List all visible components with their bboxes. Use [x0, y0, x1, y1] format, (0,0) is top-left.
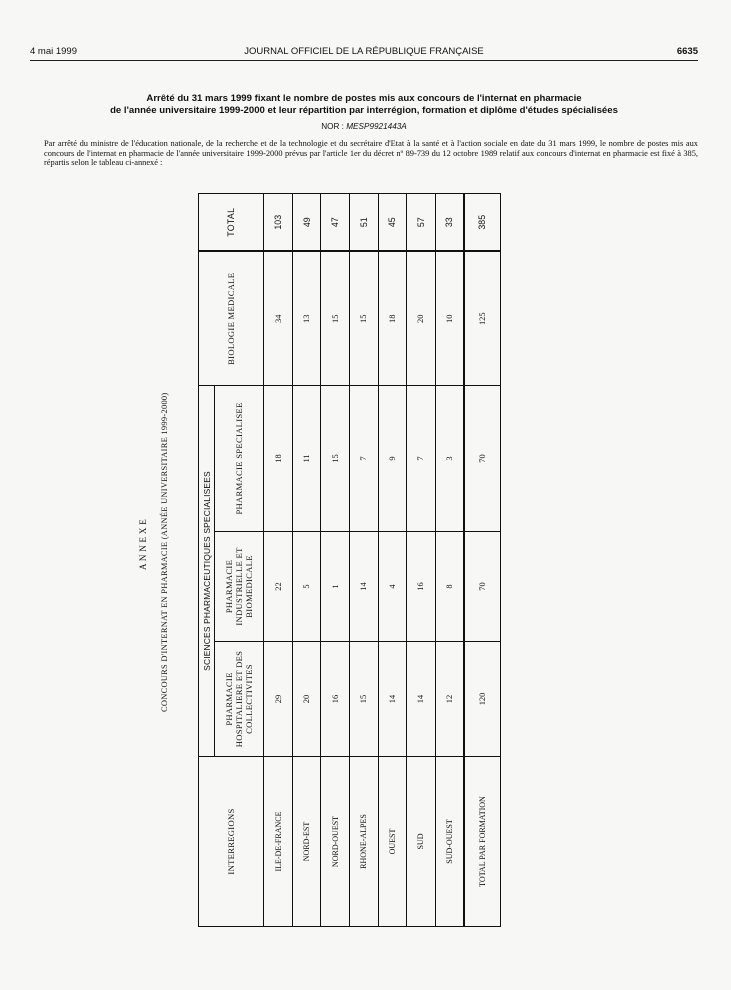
header-date: 4 mai 1999	[30, 46, 78, 57]
cell-total: 103	[264, 194, 293, 252]
table-row	[407, 194, 436, 927]
cell-biologie: 15	[321, 252, 350, 386]
table-body	[264, 194, 501, 927]
annexe-title: A N N E X E	[138, 518, 148, 570]
cell-industrielle: 1	[321, 532, 350, 642]
total-cell-hospitaliere: 120	[464, 642, 501, 757]
nor-reference	[30, 122, 698, 131]
cell-region: SUD	[407, 757, 436, 927]
cell-region: NORD-OUEST	[321, 757, 350, 927]
cell-hospitaliere: 15	[349, 642, 378, 757]
total-cell-total: 385	[464, 194, 501, 252]
cell-total: 57	[407, 194, 436, 252]
cell-specialisee: 18	[264, 386, 293, 532]
cell-industrielle: 5	[292, 532, 321, 642]
total-cell-industrielle: 70	[464, 532, 501, 642]
header-page-number: 6635	[676, 46, 698, 57]
col-header-interregions: INTERREGIONS	[199, 757, 264, 927]
col-header-specialisee: PHARMACIE SPECIALISEE	[215, 386, 264, 532]
col-group-header: SCIENCES PHARMACEUTIQUES SPECIALISEES	[199, 386, 215, 757]
cell-total: 47	[321, 194, 350, 252]
cell-specialisee: 15	[321, 386, 350, 532]
cell-biologie: 13	[292, 252, 321, 386]
annexe-subtitle: CONCOURS D'INTERNAT EN PHARMACIE (ANNÉE UNIVERSITAIRE 1999-2000)	[160, 392, 169, 712]
cell-hospitaliere: 14	[407, 642, 436, 757]
table-total-row	[464, 194, 501, 927]
decree-title	[30, 93, 698, 116]
cell-specialisee: 11	[292, 386, 321, 532]
cell-hospitaliere: 14	[378, 642, 407, 757]
cell-hospitaliere: 16	[321, 642, 350, 757]
cell-region: RHONE-ALPES	[349, 757, 378, 927]
col-header-industrielle: PHARMACIE INDUSTRIELLE ET BIOMEDICALE	[215, 532, 264, 642]
page-header	[30, 46, 698, 61]
cell-total: 33	[435, 194, 464, 252]
table-row	[264, 194, 293, 927]
cell-industrielle: 16	[407, 532, 436, 642]
cell-biologie: 18	[378, 252, 407, 386]
cell-specialisee: 3	[435, 386, 464, 532]
cell-hospitaliere: 29	[264, 642, 293, 757]
total-cell-region: TOTAL PAR FORMATION	[464, 757, 501, 927]
cell-region: SUD-OUEST	[435, 757, 464, 927]
cell-biologie: 20	[407, 252, 436, 386]
cell-total: 45	[378, 194, 407, 252]
cell-region: ILE-DE-FRANCE	[264, 757, 293, 927]
decree-body: Par arrêté du ministre de l'éducation nationale, de la recherche et de la technologie et du secrétaire d'Etat à la santé et à l'action sociale en date du 31 mars 1999, le nombre de postes mis aux concours de l'internat en pharmacie de l'année universitaire 1999-2000 prévus par l'article 1er du décret nº 89-739 du 12 octobre 1989 relatif aux concours d'internat en pharmacie est fixé à 385, répartis selon le tableau ci-annexé :	[44, 139, 698, 168]
cell-industrielle: 4	[378, 532, 407, 642]
annex-table-wrapper	[198, 194, 501, 927]
table-row	[435, 194, 464, 927]
cell-specialisee: 7	[349, 386, 378, 532]
decree-title-line-2: de l'année universitaire 1999-2000 et leur répartition par interrégion, formation et diplôme d'études spécialisées	[110, 104, 618, 116]
total-cell-specialisee: 70	[464, 386, 501, 532]
annex-table	[198, 193, 501, 927]
col-header-biologie: BIOLOGIE MEDICALE	[199, 252, 264, 386]
cell-industrielle: 22	[264, 532, 293, 642]
col-header-hospitaliere: PHARMACIE HOSPITALIERE ET DES COLLECTIVITES	[215, 642, 264, 757]
decree-title-line-1: Arrêté du 31 mars 1999 fixant le nombre de postes mis aux concours de l'internat en pharmacie	[146, 93, 582, 104]
cell-specialisee: 7	[407, 386, 436, 532]
table-row	[321, 194, 350, 927]
cell-biologie: 15	[349, 252, 378, 386]
cell-specialisee: 9	[378, 386, 407, 532]
cell-biologie: 10	[435, 252, 464, 386]
nor-label: NOR :	[321, 122, 344, 131]
cell-total: 49	[292, 194, 321, 252]
total-cell-biologie: 125	[464, 252, 501, 386]
cell-hospitaliere: 20	[292, 642, 321, 757]
cell-hospitaliere: 12	[435, 642, 464, 757]
cell-industrielle: 14	[349, 532, 378, 642]
table-row	[292, 194, 321, 927]
table-row	[378, 194, 407, 927]
table-row	[349, 194, 378, 927]
header-journal-title: JOURNAL OFFICIEL DE LA RÉPUBLIQUE FRANÇAISE	[244, 46, 484, 57]
cell-region: NORD-EST	[292, 757, 321, 927]
cell-biologie: 34	[264, 252, 293, 386]
cell-region: OUEST	[378, 757, 407, 927]
cell-total: 51	[349, 194, 378, 252]
cell-industrielle: 8	[435, 532, 464, 642]
nor-code: MESP9921443A	[346, 122, 407, 131]
col-header-total: TOTAL	[199, 194, 264, 252]
